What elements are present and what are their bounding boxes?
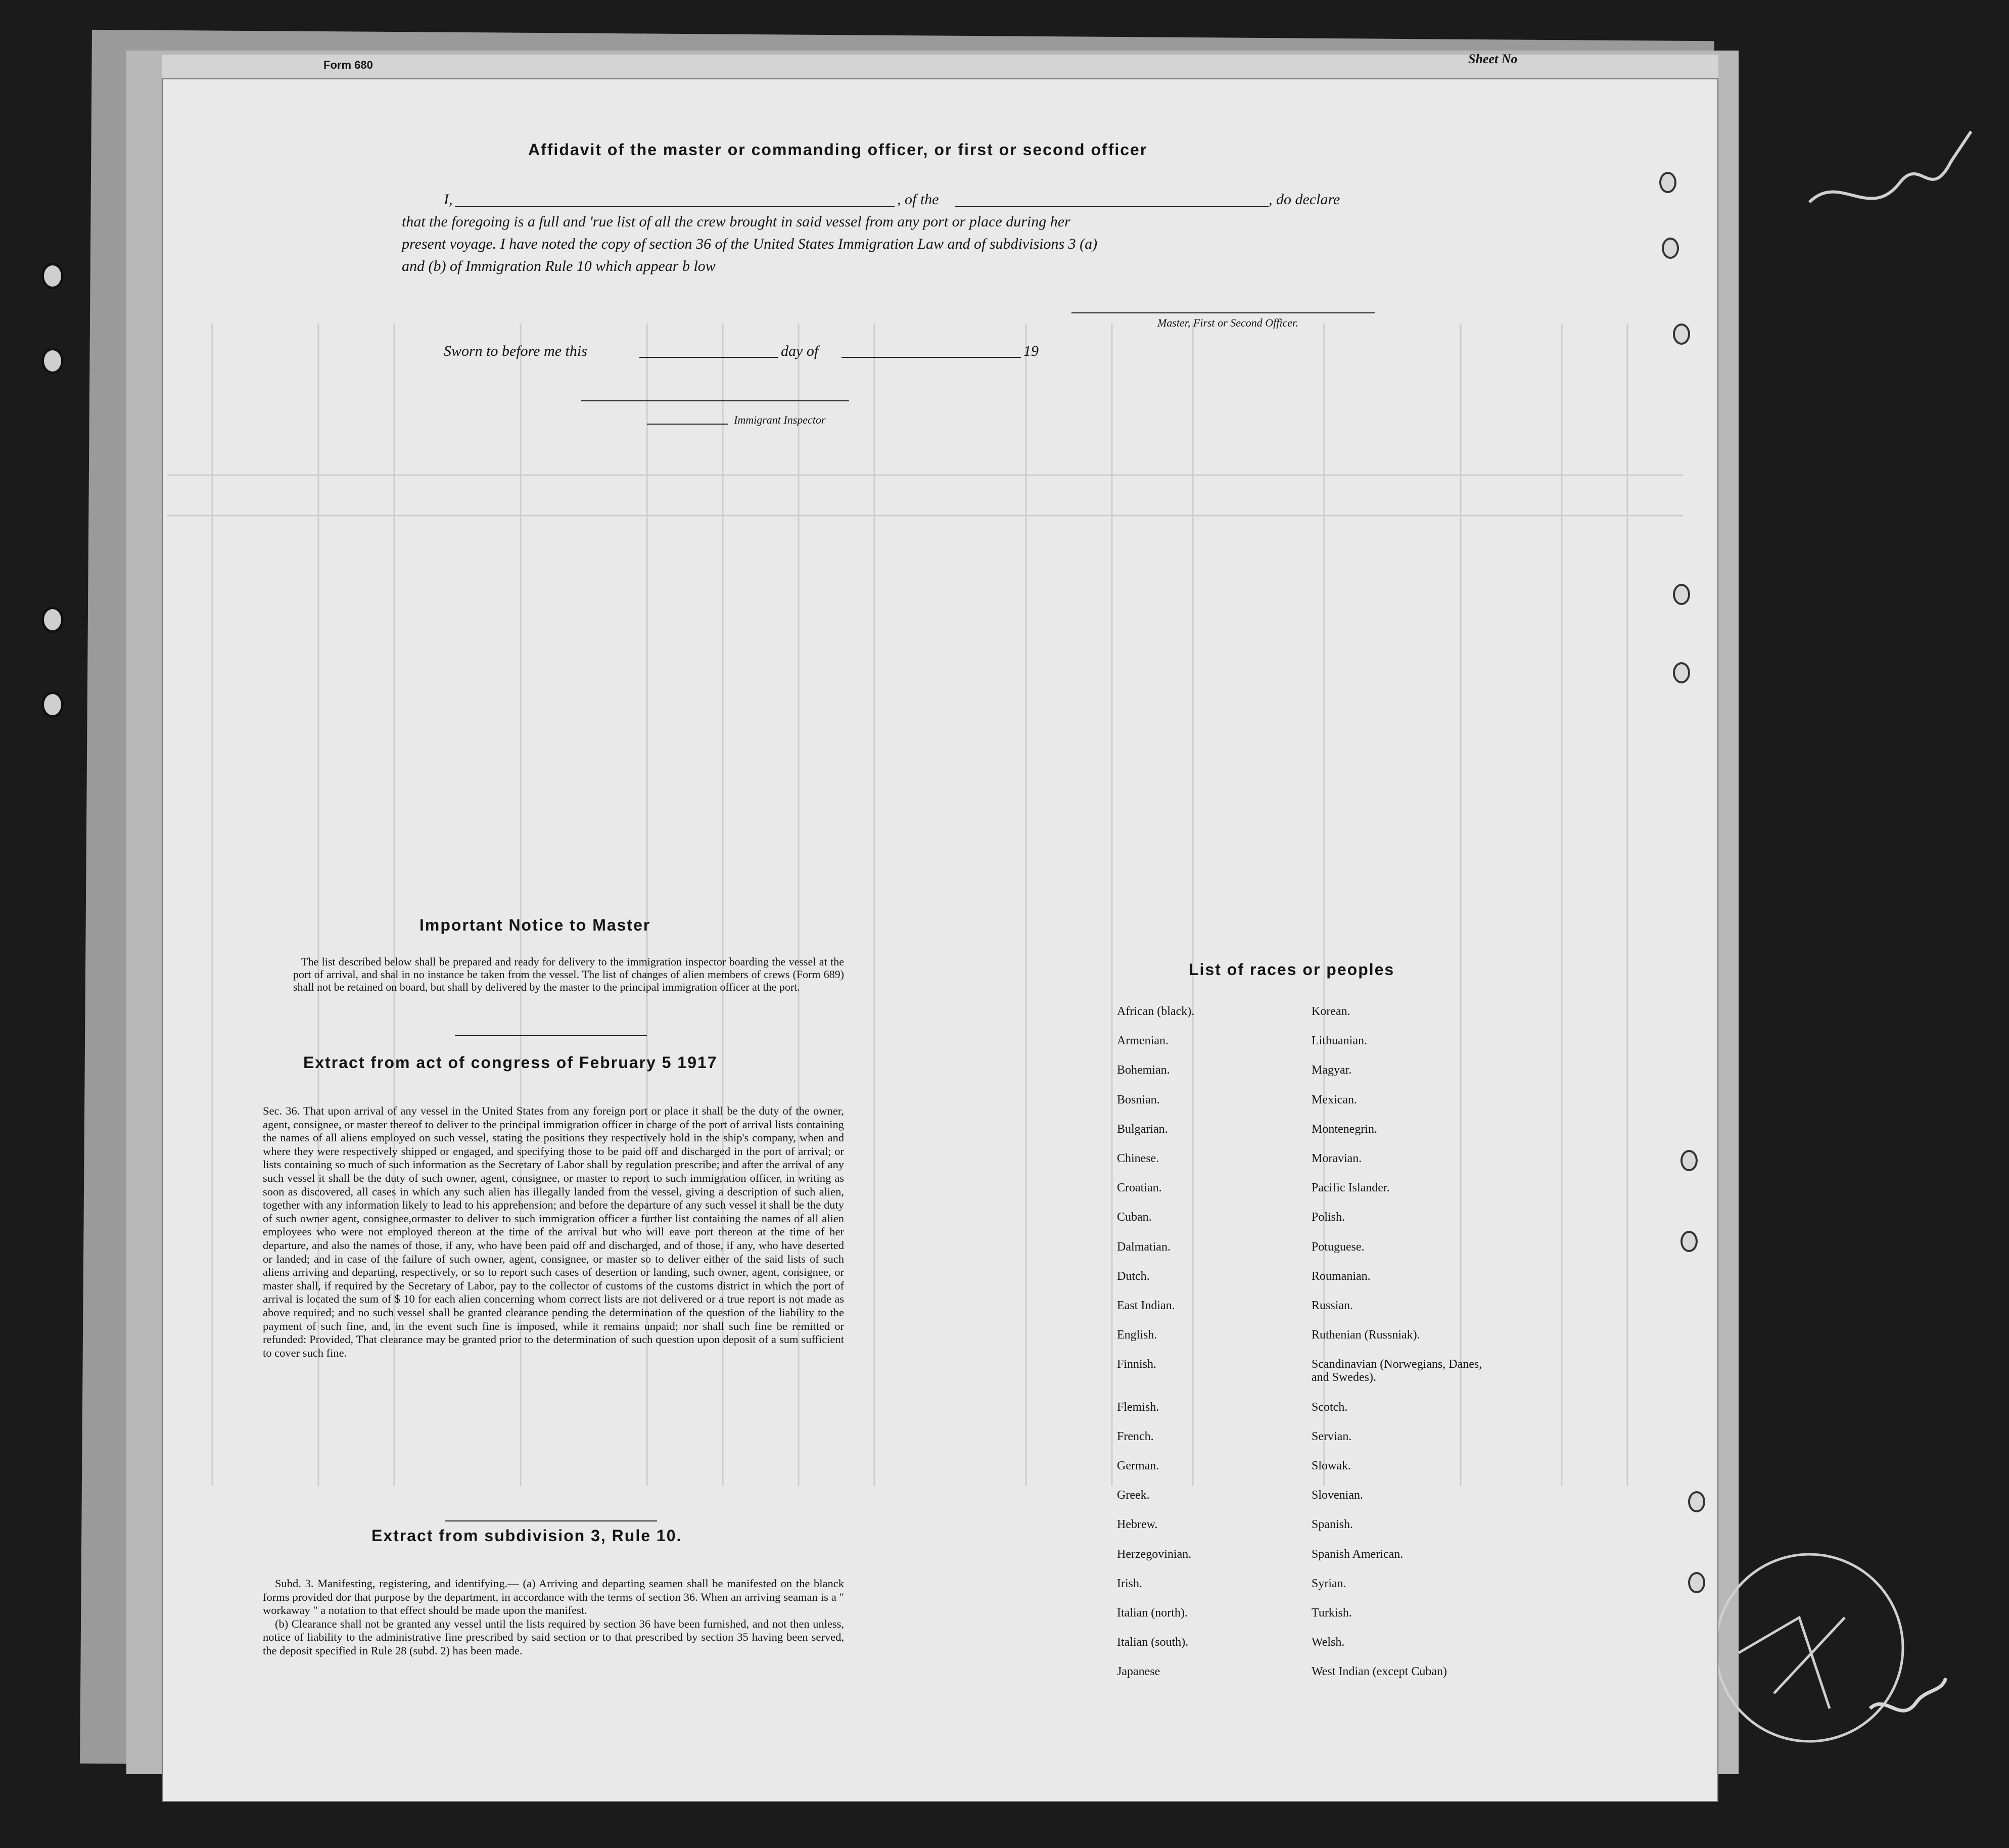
- race-item: Slovenian.: [1312, 1489, 1363, 1502]
- race-item: Scandinavian (Norwegians, Danes, and Swedes).: [1312, 1358, 1482, 1384]
- sworn-text: Sworn to before me this: [444, 343, 587, 359]
- race-item: Dutch.: [1117, 1269, 1150, 1283]
- race-item: Cuban.: [1117, 1211, 1152, 1224]
- race-item: Bohemian.: [1117, 1064, 1170, 1077]
- affidavit-line2: that the foregoing is a full and 'rue list of all the crew brought in said vessel from any port or place during her: [402, 213, 1070, 230]
- signature-line: [1071, 312, 1375, 313]
- race-item: Irish.: [1117, 1577, 1142, 1590]
- inspector-caption: Immigrant Inspector: [734, 413, 826, 426]
- notice-body: The list described below shall be prepared and ready for delivery to the immigration inspector boarding the vessel at the port of arrival, and shal in no instance be taken from the vessel. The list of changes of alien members of crews (Form 689) shall not be retained on board, but shall by delivered by the master to the principal immigration officer at the port.: [293, 955, 844, 993]
- race-item: Turkish.: [1312, 1606, 1352, 1620]
- race-item: Montenegrin.: [1312, 1122, 1377, 1136]
- race-item: African (black).: [1117, 1005, 1195, 1018]
- notice-title: Important Notice to Master: [419, 916, 651, 934]
- divider: [445, 1520, 657, 1521]
- race-item: Italian (north).: [1117, 1606, 1188, 1620]
- race-item: Roumanian.: [1312, 1269, 1371, 1283]
- form-number: Form 680: [323, 59, 373, 71]
- race-item: Greek.: [1117, 1489, 1150, 1502]
- sworn-year: 19: [1023, 343, 1039, 359]
- subdivision-3-text: [263, 1577, 844, 1658]
- signature-caption: Master, First or Second Officer.: [1157, 316, 1298, 329]
- race-item: Hebrew.: [1117, 1518, 1158, 1532]
- section-36-text: [263, 1104, 844, 1360]
- race-item: Herzegovinian.: [1117, 1547, 1192, 1561]
- divider: [455, 1035, 647, 1036]
- affidavit-line1-mid: , of the: [897, 191, 939, 208]
- binder-hole: [41, 263, 64, 289]
- race-item: Polish.: [1312, 1211, 1345, 1224]
- subdivision-3-para-a: Subd. 3. Manifesting, registering, and identifying.— (a) Arriving and departing seamen shall be manifested on the blanck forms provided dor that purpose by the department, in accordance with the terms of section 36. When an arriving seaman is a " workaway " a notation to that effect should be made upon the manifest.: [263, 1577, 844, 1617]
- race-item: Servian.: [1312, 1429, 1352, 1443]
- sworn-day: day of: [781, 343, 819, 359]
- affidavit-line3: present voyage. I have noted the copy of section 36 of the United States Immigration Law and of subdivisions 3 (a): [402, 236, 1098, 252]
- inspector-line-short: [647, 424, 728, 425]
- affidavit-line4: and (b) of Immigration Rule 10 which appear b low: [402, 258, 716, 274]
- binder-hole: [41, 348, 64, 374]
- blank-line: [842, 357, 1021, 358]
- handwritten-scribble: [1799, 111, 2001, 243]
- race-item: Italian (south).: [1117, 1636, 1189, 1649]
- sheet-number-label: Sheet No: [1468, 52, 1518, 66]
- race-item: Croatian.: [1117, 1181, 1162, 1195]
- race-item: French.: [1117, 1429, 1154, 1443]
- race-item: Finnish.: [1117, 1358, 1157, 1371]
- affidavit-line1-end: , do declare: [1269, 191, 1340, 208]
- section-36-body: Sec. 36. That upon arrival of any vessel in the United States from any foreign port or place it shall be the duty of the owner, agent, consignee, or master thereof to deliver to the principal immigration officer in charge of the port of arrival lists containing the names of all aliens employed on such vessel, stating the positions they respectively hold in the ship's company, when and where they were respectively shipped or engaged, and specifying those to be paid off and discharged in the port of arrival; or lists containing so much of such information as the Secretary of Labor shall by regulation prescribe; and after the arrival of any such vessel it shall be the duty of such owner, agent, consignee, or master to report to such immigration officer, in writing as soon as discovered, all cases in which any such alien has illegally landed from the vessel, giving a description of such alien, together with any information likely to lead to his apprehension; and before the departure of any such vessel it shall be the duty of such owner agent, consignee,ormaster to deliver to such immigration officer a further list containing the names of all alien employees who were not employed thereon at the time of the arrival but who will eave port thereon at the time of her departure, and also the names of those, if any, who have been paid off and discharged, and of those, if any, who have deserted or landed; and in case of the failure of such owner, agent, consignee, or master so to deliver either of the said lists of such aliens arriving and departing, respectively, or so to report such cases of desertion or landing, such owner, agent, consignee, or master shall, if required by the Secretary of Labor, pay to the collector of customs of the customs district in which the port of arrival is located the sum of $ 10 for each alien concerning whom correct lists are not delivered or a true report is not made as above required; and no such vessel shall be granted clearance pending the determination of the question of the liability to the payment of such fine, and, in the event such fine is imposed, while it remains unpaid; nor shall such fine be remitted or refunded: Provided, That clearance may be granted prior to the determination of such question upon deposit of a sum sufficient to cover such fine.: [263, 1104, 844, 1359]
- affidavit-title: Affidavit of the master or commanding officer, or first or second officer: [528, 141, 1148, 159]
- blank-line: [955, 206, 1269, 207]
- race-item: Syrian.: [1312, 1577, 1346, 1590]
- race-item: Welsh.: [1312, 1636, 1345, 1649]
- inspector-line: [581, 400, 849, 401]
- pencil-marks: [1718, 1527, 2001, 1810]
- race-item: German.: [1117, 1459, 1159, 1472]
- race-item: West Indian (except Cuban): [1312, 1665, 1447, 1679]
- blank-line: [455, 206, 895, 207]
- race-item: Spanish.: [1312, 1518, 1353, 1532]
- race-item: Lithuanian.: [1312, 1034, 1367, 1048]
- race-item: Potuguese.: [1312, 1240, 1365, 1254]
- race-item: Pacific Islander.: [1312, 1181, 1390, 1195]
- race-item: East Indian.: [1117, 1299, 1175, 1312]
- subdivision-3-para-b: (b) Clearance shall not be granted any vessel until the lists required by section 36 have been furnished, and not then unless, notice of liability to the administrative fine prescribed by said section or to that prescribed by section 35 having been served, the deposit specified in Rule 28 (subd. 2) has been made.: [263, 1617, 844, 1657]
- binder-hole: [1662, 238, 1679, 259]
- race-item: Mexican.: [1312, 1093, 1357, 1106]
- extract-rule-title: Extract from subdivision 3, Rule 10.: [371, 1527, 682, 1545]
- race-item: Ruthenian (Russniak).: [1312, 1328, 1420, 1342]
- race-item: Scotch.: [1312, 1400, 1348, 1414]
- race-item: Chinese.: [1117, 1152, 1159, 1165]
- extract-act-title: Extract from act of congress of February 5 1917: [303, 1053, 718, 1072]
- race-item: Dalmatian.: [1117, 1240, 1171, 1254]
- blank-line: [639, 357, 778, 358]
- binder-hole: [41, 691, 64, 718]
- race-item: Korean.: [1312, 1005, 1350, 1018]
- binder-hole: [1688, 1572, 1705, 1593]
- race-item: Armenian.: [1117, 1034, 1169, 1048]
- races-title: List of races or peoples: [1189, 960, 1395, 979]
- race-item: Bosnian.: [1117, 1093, 1160, 1106]
- race-item: Moravian.: [1312, 1152, 1362, 1165]
- race-item: Russian.: [1312, 1299, 1353, 1312]
- race-item: Magyar.: [1312, 1064, 1352, 1077]
- binder-hole: [1659, 172, 1676, 193]
- race-item: Japanese: [1117, 1665, 1160, 1679]
- race-item: English.: [1117, 1328, 1157, 1342]
- race-item: Flemish.: [1117, 1400, 1159, 1414]
- race-item: Bulgarian.: [1117, 1122, 1168, 1136]
- affidavit-line1-start: I,: [444, 191, 453, 208]
- race-item: Spanish American.: [1312, 1547, 1404, 1561]
- race-item: Slowak.: [1312, 1459, 1351, 1472]
- binder-hole: [41, 607, 64, 633]
